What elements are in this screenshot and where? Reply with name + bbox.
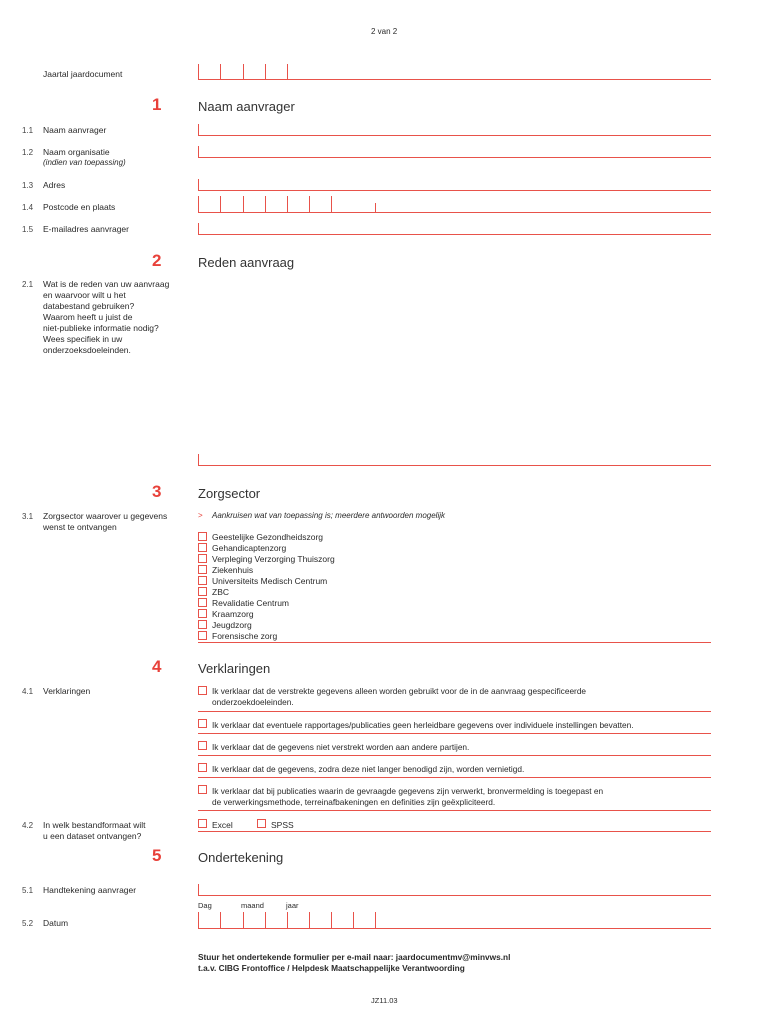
checkbox-umc[interactable] bbox=[198, 576, 207, 585]
zorgsector-question: Zorgsector waarover u gegevens wenst te ontvangen bbox=[43, 511, 168, 532]
option-label: Verpleging Verzorging Thuiszorg bbox=[212, 554, 335, 564]
naam-organisatie-note: (indien van toepassing) bbox=[43, 158, 126, 167]
option-label: Forensische zorg bbox=[212, 631, 278, 641]
option-label: Revalidatie Centrum bbox=[212, 598, 290, 608]
jaartal-label: Jaartal jaardocument bbox=[43, 69, 123, 79]
date-month-label: maand bbox=[241, 901, 264, 910]
option-label: Gehandicaptenzorg bbox=[212, 543, 287, 553]
checkbox-jeugdzorg[interactable] bbox=[198, 620, 207, 629]
checkbox-ziekenhuis[interactable] bbox=[198, 565, 207, 574]
section-4-number: 4 bbox=[152, 657, 162, 676]
checkbox-revalidatie[interactable] bbox=[198, 598, 207, 607]
checkbox-verklaring-4[interactable] bbox=[198, 763, 207, 772]
checkbox-verklaring-3[interactable] bbox=[198, 741, 207, 750]
section-3-title: Zorgsector bbox=[198, 486, 261, 501]
section-2-number: 2 bbox=[152, 251, 162, 270]
date-day-label: Dag bbox=[198, 901, 212, 910]
field-number: 1.4 bbox=[22, 203, 34, 212]
field-number: 4.2 bbox=[22, 821, 34, 830]
postcode-plaats-label: Postcode en plaats bbox=[43, 202, 116, 212]
field-number: 1.5 bbox=[22, 225, 34, 234]
page-number: 2 van 2 bbox=[371, 27, 398, 36]
format-spss-label: SPSS bbox=[271, 820, 294, 830]
verklaring-3-text: Ik verklaar dat de gegevens niet verstrekt worden aan andere partijen. bbox=[212, 742, 470, 752]
checkbox-vvt[interactable] bbox=[198, 554, 207, 563]
option-label: Universiteits Medisch Centrum bbox=[212, 576, 328, 586]
option-label: Geestelijke Gezondheidszorg bbox=[212, 532, 324, 542]
option-label: Ziekenhuis bbox=[212, 565, 254, 575]
zorgsector-hint: Aankruisen wat van toepassing is; meerdere antwoorden mogelijk bbox=[212, 511, 446, 520]
verklaringen-label: Verklaringen bbox=[43, 686, 91, 696]
field-number: 5.1 bbox=[22, 886, 34, 895]
form-code: JZ11.03 bbox=[371, 996, 398, 1005]
naam-aanvrager-label: Naam aanvrager bbox=[43, 125, 107, 135]
datum-label: Datum bbox=[43, 918, 69, 928]
verklaring-4-text: Ik verklaar dat de gegevens, zodra deze niet langer benodigd zijn, worden vernietigd. bbox=[212, 764, 525, 774]
divider bbox=[198, 642, 711, 643]
field-number: 4.1 bbox=[22, 687, 34, 696]
checkbox-geestelijke-gezondheidszorg[interactable] bbox=[198, 532, 207, 541]
field-number: 3.1 bbox=[22, 512, 34, 521]
handtekening-label: Handtekening aanvrager bbox=[43, 885, 137, 895]
field-number: 5.2 bbox=[22, 919, 34, 928]
section-2-title: Reden aanvraag bbox=[198, 255, 295, 270]
section-1-number: 1 bbox=[152, 95, 162, 114]
checkbox-gehandicaptenzorg[interactable] bbox=[198, 543, 207, 552]
option-label: Kraamzorg bbox=[212, 609, 254, 619]
checkbox-verklaring-2[interactable] bbox=[198, 719, 207, 728]
checkbox-kraamzorg[interactable] bbox=[198, 609, 207, 618]
date-year-label: jaar bbox=[286, 901, 299, 910]
field-number: 1.2 bbox=[22, 148, 34, 157]
section-4-title: Verklaringen bbox=[198, 661, 271, 676]
verklaring-2-text: Ik verklaar dat eventuele rapportages/publicaties geen herleidbare gegevens over individuele instellingen bevatten. bbox=[212, 720, 634, 730]
email-label: E-mailadres aanvrager bbox=[43, 224, 129, 234]
adres-label: Adres bbox=[43, 180, 66, 190]
hint-marker: > bbox=[198, 511, 203, 520]
checkbox-zbc[interactable] bbox=[198, 587, 207, 596]
option-label: Jeugdzorg bbox=[212, 620, 252, 630]
section-5-title: Ondertekening bbox=[198, 850, 284, 865]
checkbox-forensische-zorg[interactable] bbox=[198, 631, 207, 640]
naam-organisatie-label: Naam organisatie bbox=[43, 147, 110, 157]
checkbox-excel[interactable] bbox=[198, 819, 207, 828]
option-label: ZBC bbox=[212, 587, 229, 597]
divider bbox=[198, 831, 711, 832]
footer-recipient: t.a.v. CIBG Frontoffice / Helpdesk Maatschappelijke Verantwoording bbox=[198, 963, 465, 973]
verklaring-1-text: Ik verklaar dat de verstrekte gegevens alleen worden gebruikt voor de in de aanvraag gespecificeerde onderzoekdoeleinden. bbox=[212, 686, 587, 707]
reden-question: Wat is de reden van uw aanvraag en waarvoor wilt u het databestand gebruiken? Waarom heeft u juist de niet-publieke informatie nodig? Wees specifiek in uw onderzoeksdoeleinden. bbox=[43, 279, 170, 355]
checkbox-spss[interactable] bbox=[257, 819, 266, 828]
field-number: 1.3 bbox=[22, 181, 34, 190]
section-3-number: 3 bbox=[152, 482, 162, 501]
section-1-title: Naam aanvrager bbox=[198, 99, 295, 114]
field-number: 1.1 bbox=[22, 126, 34, 135]
verklaring-5-text: Ik verklaar dat bij publicaties waarin de gevraagde gegevens zijn verwerkt, bronvermelding is toegepast en de verwerkingsmethode, terreinafbakeningen en definities zijn geëxpliciteerd. bbox=[212, 786, 604, 807]
format-excel-label: Excel bbox=[212, 820, 233, 830]
footer-instruction: Stuur het ondertekende formulier per e-mail naar: jaardocumentmv@minvws.nl bbox=[198, 952, 511, 962]
checkbox-verklaring-1[interactable] bbox=[198, 686, 207, 695]
section-5-number: 5 bbox=[152, 846, 162, 865]
checkbox-verklaring-5[interactable] bbox=[198, 785, 207, 794]
field-number: 2.1 bbox=[22, 280, 34, 289]
bestandformaat-question: In welk bestandformaat wilt u een dataset ontvangen? bbox=[43, 820, 146, 841]
